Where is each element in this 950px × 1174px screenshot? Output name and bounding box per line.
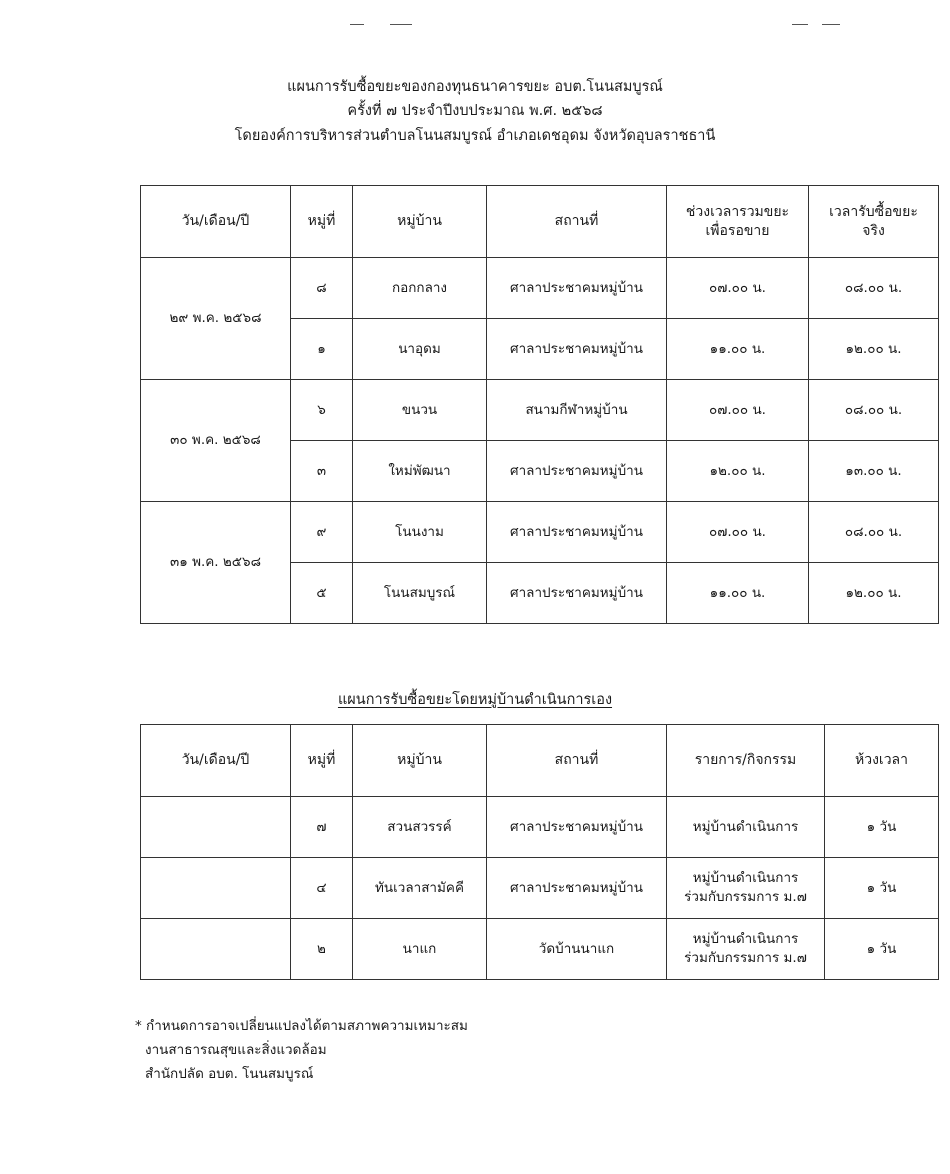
village-cell: นาอุดม [353,319,487,380]
table-header-row [141,725,939,797]
header-buy-line1: เวลารับซื้อขยะ [829,203,918,220]
collect-time-cell: ๐๗.๐๐ น. [667,380,809,441]
place-cell: ศาลาประชาคมหมู่บ้าน [487,858,667,919]
header-collect-line2: เพื่อรอขาย [705,222,770,239]
village-cell: นาแก [353,919,487,980]
document-organization: โดยองค์การบริหารส่วนตำบลโนนสมบูรณ์ อำเภอเดชอุดม จังหวัดอุบลราชธานี [234,128,716,144]
scan-mark [822,24,840,25]
scan-mark [390,24,412,25]
table-row [141,258,939,319]
moo-cell: ๒ [291,919,353,980]
section-title [0,688,950,711]
section-title-text: แผนการรับซื้อขยะโดยหมู่บ้านดำเนินการเอง [337,692,613,708]
header-village: หมู่บ้าน [353,186,487,258]
moo-cell: ๖ [291,380,353,441]
document-title: แผนการรับซื้อขยะของกองทุนธนาคารขยะ อบต.โนนสมบูรณ์ [287,79,663,95]
date-cell [141,919,291,980]
moo-cell: ๕ [291,563,353,624]
moo-cell: ๓ [291,441,353,502]
header-buy-line2: จริง [862,222,885,239]
village-cell: กอกกลาง [353,258,487,319]
table-row [141,380,939,441]
date-cell [141,858,291,919]
activity-line1: หมู่บ้านดำเนินการ [692,818,799,835]
buy-time-cell: ๐๘.๐๐ น. [809,258,939,319]
village-cell: โนนสมบูรณ์ [353,563,487,624]
header-activity: รายการ/กิจกรรม [667,725,825,797]
footer-notes [135,1014,468,1086]
activity-line1: หมู่บ้านดำเนินการ [692,870,799,886]
footer-note: * กำหนดการอาจเปลี่ยนแปลงได้ตามสภาพความเหมาะสม [135,1018,468,1034]
moo-cell: ๙ [291,502,353,563]
header-date: วัน/เดือน/ปี [141,186,291,258]
moo-cell: ๗ [291,797,353,858]
date-cell: ๓๐ พ.ค. ๒๕๖๘ [141,380,291,502]
place-cell: ศาลาประชาคมหมู่บ้าน [487,258,667,319]
place-cell: ศาลาประชาคมหมู่บ้าน [487,319,667,380]
header-collect-time [667,186,809,258]
village-cell: โนนงาม [353,502,487,563]
header-period: ห้วงเวลา [825,725,939,797]
buy-time-cell: ๐๘.๐๐ น. [809,502,939,563]
place-cell: ศาลาประชาคมหมู่บ้าน [487,441,667,502]
table-header-row [141,186,939,258]
table-row [141,797,939,858]
date-cell: ๓๑ พ.ค. ๒๕๖๘ [141,502,291,624]
village-cell: ขนวน [353,380,487,441]
village-managed-table [140,724,939,980]
header-village: หมู่บ้าน [353,725,487,797]
activity-cell [667,919,825,980]
collection-schedule-table [140,185,939,624]
period-cell: ๑ วัน [825,919,939,980]
buy-time-cell: ๑๓.๐๐ น. [809,441,939,502]
period-cell: ๑ วัน [825,797,939,858]
moo-cell: ๘ [291,258,353,319]
moo-cell: ๑ [291,319,353,380]
village-cell: สวนสวรรค์ [353,797,487,858]
footer-department: งานสาธารณสุขและสิ่งแวดล้อม [145,1042,327,1058]
activity-cell [667,797,825,858]
buy-time-cell: ๑๒.๐๐ น. [809,319,939,380]
collect-time-cell: ๐๗.๐๐ น. [667,258,809,319]
header-moo: หมู่ที่ [291,186,353,258]
activity-line1: หมู่บ้านดำเนินการ [692,931,799,947]
collect-time-cell: ๑๑.๐๐ น. [667,319,809,380]
activity-line2: ร่วมกับกรรมการ ม.๗ [684,950,807,966]
buy-time-cell: ๐๘.๐๐ น. [809,380,939,441]
village-cell: ใหม่พัฒนา [353,441,487,502]
header-place: สถานที่ [487,186,667,258]
collect-time-cell: ๐๗.๐๐ น. [667,502,809,563]
footer-office: สำนักปลัด อบต. โนนสมบูรณ์ [145,1066,314,1082]
header-place: สถานที่ [487,725,667,797]
place-cell: วัดบ้านนาแก [487,919,667,980]
scan-mark [350,24,364,25]
village-cell: ทันเวลาสามัคคี [353,858,487,919]
activity-cell [667,858,825,919]
table-row [141,919,939,980]
collect-time-cell: ๑๒.๐๐ น. [667,441,809,502]
header-moo: หมู่ที่ [291,725,353,797]
header-buy-time [809,186,939,258]
date-cell [141,797,291,858]
place-cell: ศาลาประชาคมหมู่บ้าน [487,797,667,858]
header-date: วัน/เดือน/ปี [141,725,291,797]
date-cell: ๒๙ พ.ค. ๒๕๖๘ [141,258,291,380]
place-cell: ศาลาประชาคมหมู่บ้าน [487,563,667,624]
place-cell: ศาลาประชาคมหมู่บ้าน [487,502,667,563]
table-row [141,858,939,919]
header-collect-line1: ช่วงเวลารวมขยะ [685,203,790,220]
moo-cell: ๔ [291,858,353,919]
buy-time-cell: ๑๒.๐๐ น. [809,563,939,624]
place-cell: สนามกีฬาหมู่บ้าน [487,380,667,441]
table-row [141,502,939,563]
activity-line2: ร่วมกับกรรมการ ม.๗ [684,889,807,905]
scan-mark [792,24,808,25]
document-subtitle: ครั้งที่ ๗ ประจำปีงบประมาณ พ.ศ. ๒๕๖๘ [347,103,603,119]
collect-time-cell: ๑๑.๐๐ น. [667,563,809,624]
period-cell: ๑ วัน [825,858,939,919]
